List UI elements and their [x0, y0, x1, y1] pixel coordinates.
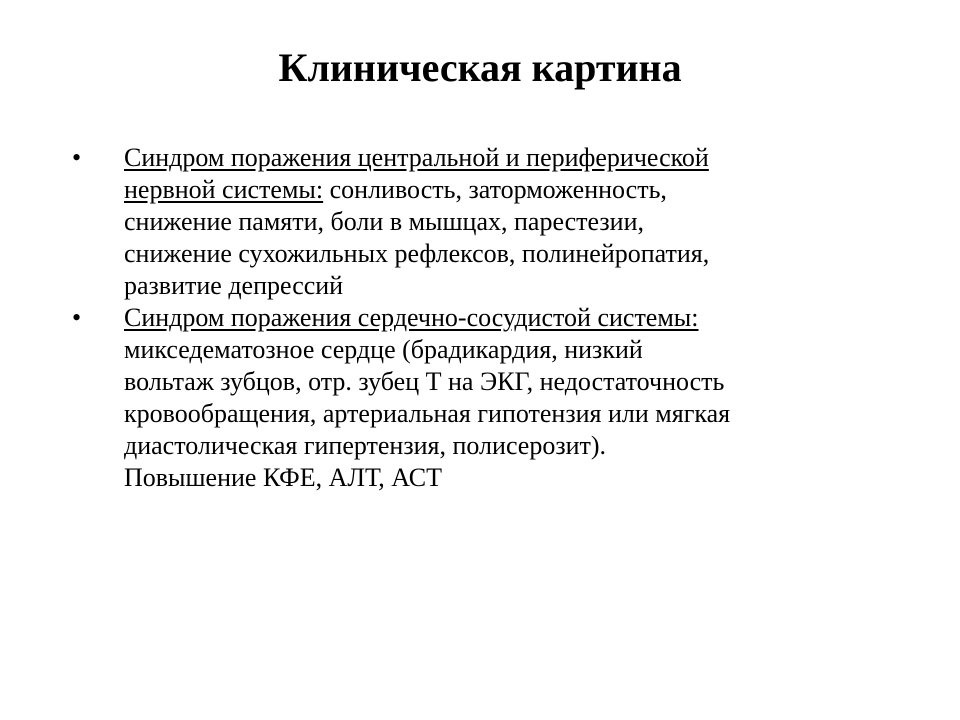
- bullet-text-line: [124, 142, 892, 174]
- bullet-text-line: снижение памяти, боли в мышцах, парестезии,: [124, 207, 644, 236]
- slide-title: Клиническая картина: [278, 45, 682, 90]
- bullet-text-line: [124, 174, 892, 206]
- bullet-item-cardiovascular-system: [72, 302, 892, 494]
- bullet-marker: •: [72, 143, 82, 172]
- bullet-text-line: Повышение КФЕ, АЛТ, АСТ: [124, 463, 442, 492]
- bullet-list: [72, 142, 892, 494]
- syndrome-heading: Синдром поражения сердечно-сосудистой системы:: [124, 303, 699, 332]
- bullet-text-line: кровообращения, артериальная гипотензия или мягкая: [124, 399, 731, 428]
- syndrome-heading: Синдром поражения центральной и периферической: [124, 143, 709, 172]
- bullet-text: сонливость, заторможенность,: [323, 175, 667, 204]
- bullet-text-line: вольтаж зубцов, отр. зубец Т на ЭКГ, недостаточность: [124, 367, 725, 396]
- bullet-marker: •: [72, 303, 82, 332]
- bullet-text-line: диастолическая гипертензия, полисерозит).: [124, 431, 607, 460]
- bullet-text-line: развитие депрессий: [124, 271, 344, 300]
- bullet-text-line: микседематозное сердце (брадикардия, низкий: [124, 335, 643, 364]
- bullet-text-line: снижение сухожильных рефлексов, полинейропатия,: [124, 239, 710, 268]
- syndrome-heading: нервной системы:: [124, 175, 324, 204]
- bullet-text-line: [124, 302, 892, 334]
- bullet-item-nervous-system: [72, 142, 892, 302]
